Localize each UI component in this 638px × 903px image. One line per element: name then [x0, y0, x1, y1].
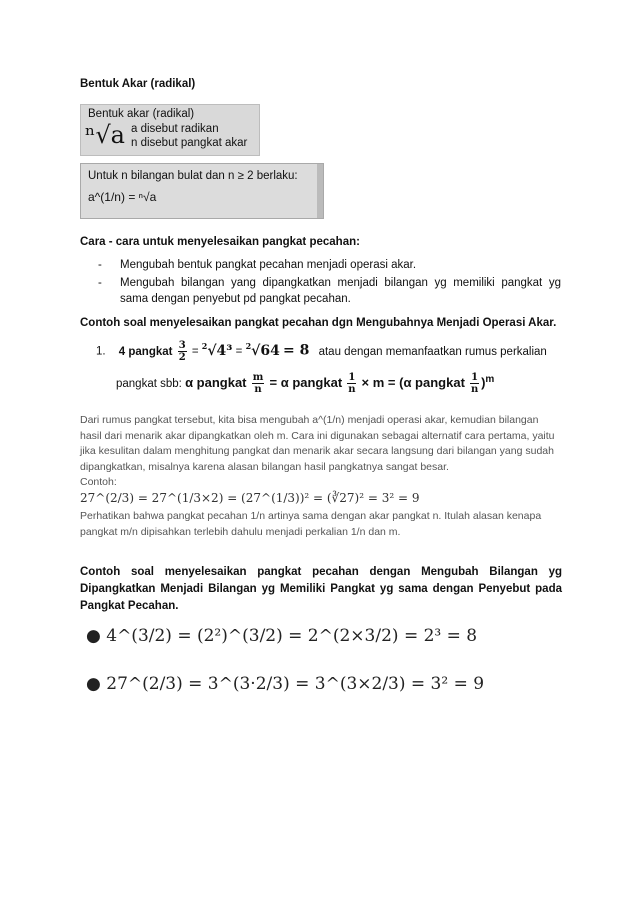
fraction-1-n: $\frac{1}{n}$ [348, 372, 356, 396]
bullet-equation-2 [86, 674, 484, 694]
excerpt-contoh-label: Contoh: [80, 476, 117, 488]
example-1-line-1 [96, 340, 566, 363]
method-item-2: - Mengubah bilangan yang dipangkatkan menjadi bilangan yg memiliki pangkat yg sama dengan penyebut pd pangkat pecahan. [98, 275, 561, 307]
example-lead: 4 pangkat [118, 345, 173, 358]
excerpt-paragraph-1: Dari rumus pangkat tersebut, kita bisa mengubah a^(1/n) menjadi operasi akar, kemudian bilangan hasil dari menarik akar dipangkatkan oleh m. Cara ini digunakan sebagai alternatif cara pertama, yaitu jika kesulitan dalam menghitung pangkat dan menarik akar secara langsung dari bilangan yang sudah dipangkatkan, misalnya karena alasan bilangan hasil pangkatnya sangat besar. [80, 414, 555, 473]
section-title-cara: Cara - cara untuk menyelesaikan pangkat pecahan: [80, 236, 360, 248]
bullet-equation-1 [86, 626, 477, 646]
root-expression-2: $^2$√64 [245, 341, 280, 359]
equals-sign: = [191, 345, 199, 358]
exponent-m: m [485, 374, 495, 385]
method-list [98, 257, 561, 309]
example-tail: atau dengan memanfaatkan rumus perkalian [318, 345, 547, 358]
excerpt-paragraph-2: Perhatikan bahwa pangkat pecahan 1/n artinya sama dengan akar pangkat n. Itulah alasan kenapa pangkat m/n dipisahkan terlebih dahulu menjadi perkalian 1/n dan m. [80, 510, 542, 538]
excerpt-math: 27^(2/3) = 27^(1/3×2) = (27^(1/3))² = (∛27)² = 3² = 9 [80, 490, 420, 505]
rule-formula: a^(1/n) = ⁿ√a [88, 190, 157, 204]
fraction-m-n: $\frac{m}{n}$ [252, 372, 264, 396]
radical-box-title: Bentuk akar (radikal) [88, 108, 195, 120]
section-title-contoh-akar: Contoh soal menyelesaikan pangkat pecahan dgn Mengubahnya Menjadi Operasi Akar. [80, 317, 557, 329]
alpha-pangkat-2: = α pangkat [269, 374, 343, 390]
method-item-1: - Mengubah bentuk pangkat pecahan menjadi operasi akar. [98, 257, 561, 273]
fraction-3-2: $\frac{3}{2}$ [178, 340, 186, 363]
bullet-icon: ● [86, 674, 101, 694]
root-index-definition: n disebut pangkat akar [131, 137, 248, 149]
example-number: 1. [96, 345, 106, 358]
equals-sign: = [235, 345, 243, 358]
result: = 8 [283, 342, 310, 359]
rule-box-title: Untuk n bilangan bulat dan n ≥ 2 berlaku: [88, 170, 298, 182]
example-1-line-2 [116, 372, 566, 395]
box-scroll-edge [317, 164, 323, 218]
fraction-1-n-b: $\frac{1}{n}$ [470, 372, 479, 396]
bullet-icon: ● [86, 626, 101, 646]
close-paren: ) [481, 374, 486, 390]
equation-27-pow-2-3: 27^(2/3) = 3^(3·2/3) = 3^(3×2/3) = 3² = 9 [106, 674, 485, 694]
times-m: × m = (α pangkat [361, 374, 465, 390]
radical-symbol: ⁿ√a [85, 121, 125, 149]
root-expression-1: $^2$√4³ [201, 341, 233, 359]
equation-4-pow-3-2: 4^(3/2) = (2²)^(3/2) = 2^(2×3/2) = 2³ = 8 [106, 626, 478, 646]
radical-rule-box [80, 163, 324, 219]
formula-lead: pangkat sbb: [116, 377, 182, 390]
section-title-contoh-penyebut: Contoh soal menyelesaikan pangkat pecahan dengan Mengubah Bilangan yg Dipangkatkan Menjadi Bilangan yg Memiliki Pangkat yg sama dengan Penyebut pada Pangkat Pecahan. [80, 566, 562, 612]
excerpt-explanation [80, 413, 562, 553]
alpha-pangkat: α pangkat [185, 374, 247, 390]
radical-definition-box [80, 104, 260, 156]
section-title-radikal: Bentuk Akar (radikal) [80, 78, 196, 90]
radicand-definition: a disebut radikan [131, 123, 219, 135]
